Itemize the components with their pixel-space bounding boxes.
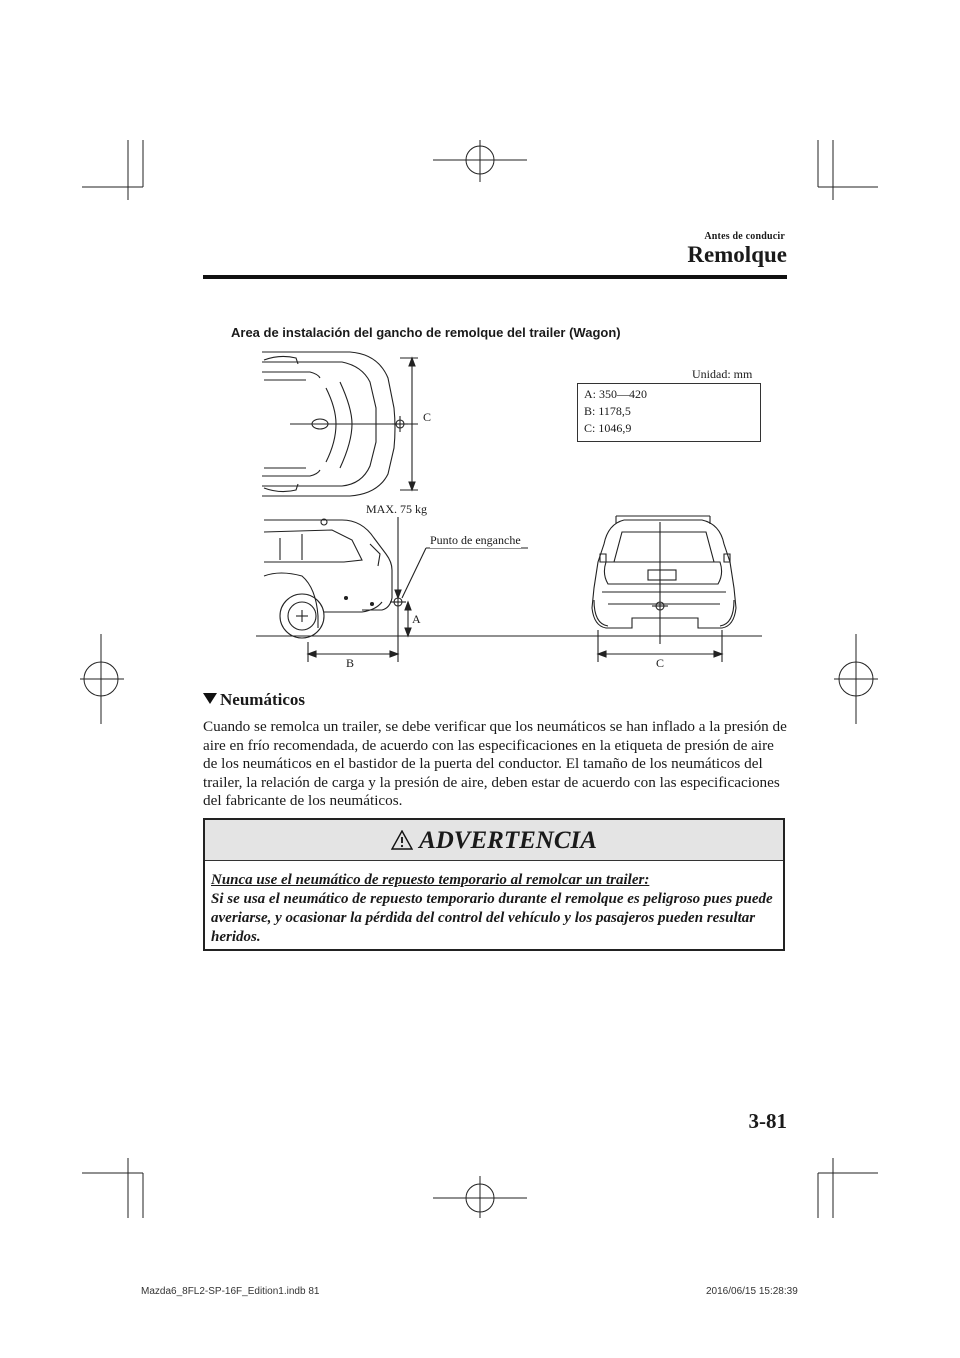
warning-triangle-icon [391,830,413,850]
spec-c: C: 1046,9 [584,421,632,435]
section-heading [203,690,305,710]
header-section-name: Antes de conducir [704,231,785,242]
footer-file: Mazda6_8FL2-SP-16F_Edition1.indb 81 [141,1286,320,1297]
label-c-top: C [423,410,432,424]
unit-label: Unidad: mm [692,367,753,381]
warning-header [205,820,783,861]
top-view-car [262,352,418,496]
section-title: Neumáticos [220,690,305,709]
triangle-bullet-icon [203,693,217,704]
label-b: B [346,656,355,670]
warning-body [205,861,783,947]
spec-b: B: 1178,5 [584,404,631,418]
spec-a: A: 350—420 [584,387,647,401]
warning-text: Si se usa el neumático de repuesto temporario durante el remolque es peligroso pues puede averiarse, y ocasionar la pérdida del control del vehículo y los pasajeros pueden resultar heridos. [211,891,773,945]
label-a: A [412,612,421,626]
rear-view-car [592,516,736,628]
side-view-car [264,519,392,638]
warning-title: ADVERTENCIA [419,827,597,854]
warning-box [203,818,785,951]
page-number: 3-81 [748,1109,787,1133]
footer-timestamp: 2016/06/15 15:28:39 [706,1286,798,1297]
warning-lead: Nunca use el neumático de repuesto temporario al remolcar un trailer: [211,872,650,888]
header-rule [203,275,787,279]
label-max-load: MAX. 75 kg [366,502,428,516]
figure-title: Area de instalación del gancho de remolque del trailer (Wagon) [231,325,621,340]
section-body: Cuando se remolca un trailer, se debe verificar que los neumáticos se han inflado a la presión de aire en frío recomendada, de acuerdo con las especificaciones en la etiqueta de presión de aire de los neumáticos en el bastidor de la puerta del conductor. El tamaño de los neumáticos del trailer, la relación de carga y la presión de aire, deben estar de acuerdo con las especificaciones del fabricante de los neumáticos. [203,718,787,810]
header-title: Remolque [687,242,787,267]
spec-box [577,383,761,442]
label-hitch-point: Punto de enganche [430,533,521,547]
label-c-rear: C [656,656,665,670]
